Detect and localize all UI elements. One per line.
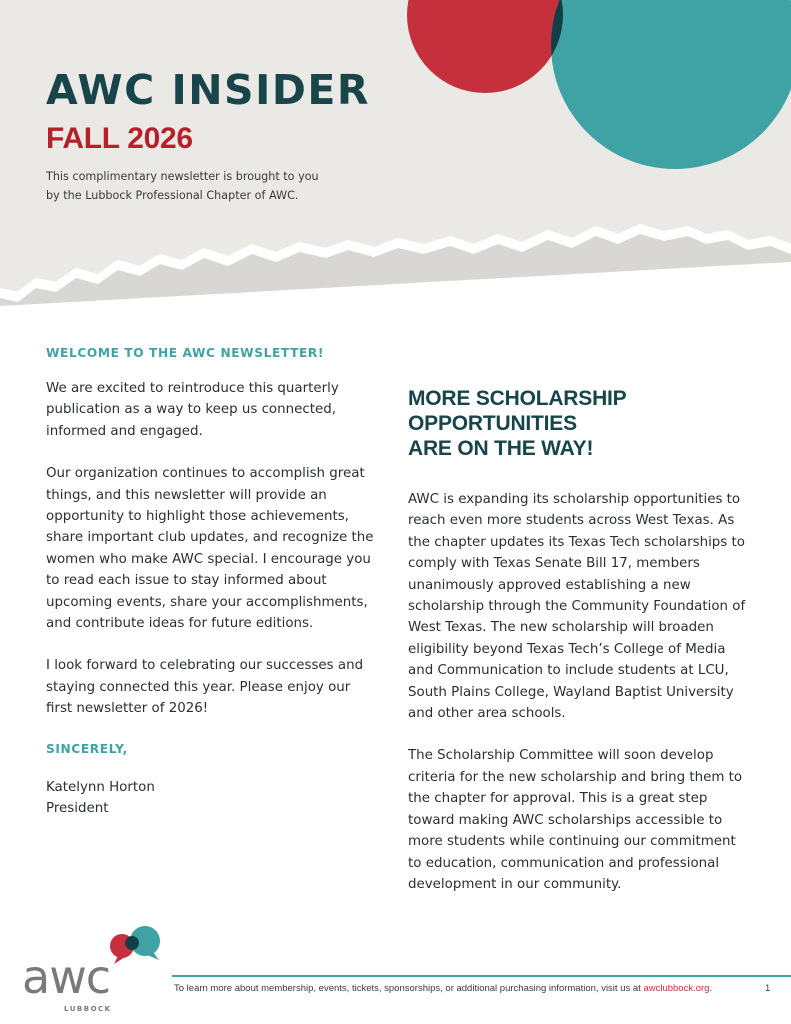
headline-line: MORE SCHOLARSHIP OPPORTUNITIES bbox=[408, 387, 627, 435]
welcome-column bbox=[46, 346, 376, 820]
footer-divider bbox=[172, 975, 791, 977]
torn-paper-graphic bbox=[0, 0, 791, 320]
intro-line: This complimentary newsletter is brought to you bbox=[46, 170, 319, 183]
page-number: 1 bbox=[765, 983, 771, 994]
signer-name: Katelynn Horton bbox=[46, 779, 155, 795]
signature-block bbox=[46, 777, 376, 820]
footer-text: To learn more about membership, events, tickets, sponsorships, or additional purchasing information, visit us at bbox=[174, 983, 644, 994]
scholarship-paragraph: The Scholarship Committee will soon develop criteria for the new scholarship and bring them to the chapter for approval. This is a great step toward making AWC scholarships accessible to more students while continuing our commitment to education, communication and professional development in our community. bbox=[408, 748, 743, 892]
header-banner bbox=[0, 0, 791, 320]
welcome-paragraph: I look forward to celebrating our successes and staying connected this year. Please enjoy our first newsletter of 2026! bbox=[46, 658, 364, 717]
logo-subtext: LUBBOCK bbox=[64, 1005, 112, 1013]
footer-suffix: . bbox=[709, 983, 713, 994]
headline-line: ARE ON THE WAY! bbox=[408, 437, 594, 460]
intro-line: by the Lubbock Professional Chapter of AWC. bbox=[46, 189, 299, 202]
scholarship-paragraph: AWC is expanding its scholarship opportunities to reach even more students across West Texas. As the chapter updates its Texas Tech scholarships to comply with Texas Senate Bill 17, members unanimously approved establishing a new scholarship through the Community Foundation of West Texas. The new scholarship will broaden eligibility beyond Texas Tech’s College of Media and Communication to include students at LCU, South Plains College, Wayland Baptist University and other area schools. bbox=[408, 492, 746, 722]
signer-title: President bbox=[46, 801, 109, 817]
newsletter-title: AWC INSIDER bbox=[46, 66, 370, 114]
welcome-kicker: WELCOME TO THE AWC NEWSLETTER! bbox=[46, 346, 325, 360]
intro-text bbox=[46, 167, 376, 205]
scholarship-column bbox=[408, 386, 748, 916]
footer-note bbox=[174, 983, 712, 994]
website-link[interactable]: awclubbock.org bbox=[643, 983, 710, 994]
signoff: SINCERELY, bbox=[46, 741, 128, 756]
welcome-paragraph: We are excited to reintroduce this quarterly publication as a way to keep us connected, informed and engaged. bbox=[46, 381, 339, 439]
welcome-paragraph: Our organization continues to accomplish great things, and this newsletter will provide an opportunity to highlight those achievements, share important club updates, and recognize the women who make AWC special. I encourage you to read each issue to stay informed about upcoming events, share your accomplishments, and contribute ideas for future editions. bbox=[46, 466, 374, 632]
scholarship-headline bbox=[408, 386, 748, 461]
logo-wordmark: awc bbox=[22, 950, 111, 1004]
awc-logo bbox=[22, 924, 162, 1013]
issue-label: FALL 2026 bbox=[46, 122, 193, 155]
